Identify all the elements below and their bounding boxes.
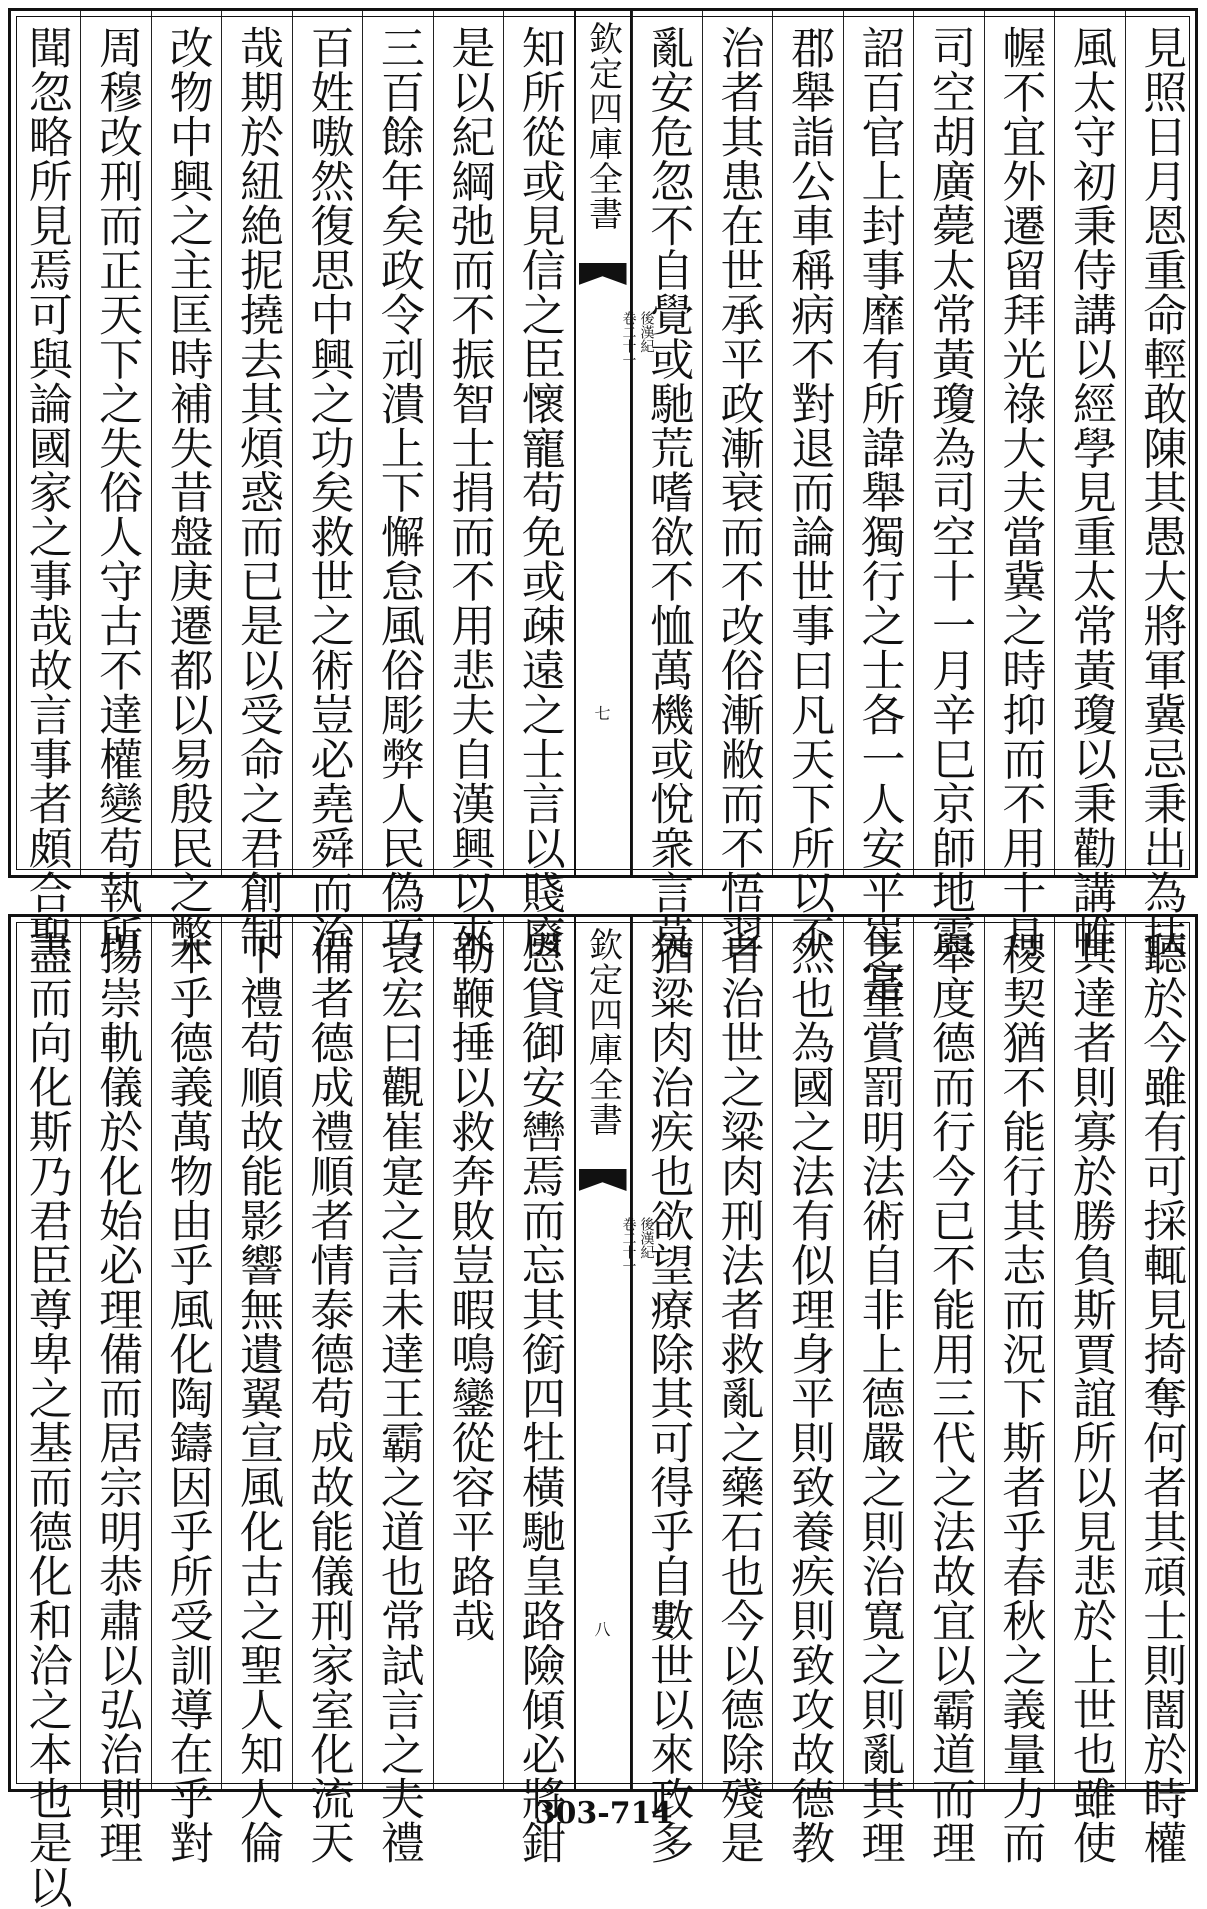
center-fold-margin bbox=[574, 11, 655, 875]
text-column: 之重賞罰明法術自非上德嚴之則治寬之則亂其理 bbox=[843, 917, 913, 1789]
text-column: 其達者則寡於勝負斯賈誼所以見悲於上世也雖使 bbox=[1054, 917, 1124, 1789]
volume-number: 卷二十一 bbox=[620, 311, 637, 367]
text-column: 勒鞭捶以救奔敗豈暇鳴鑾從容平路哉 bbox=[433, 917, 503, 1789]
text-column: 恩貸御安轡焉而忘其銜四牡橫馳皇路險傾必將鉗 bbox=[503, 917, 573, 1789]
upper-page-columns bbox=[11, 11, 1195, 1003]
text-column: 舉度德而行今已不能用三代之法故宜以霸道而理 bbox=[913, 917, 983, 1789]
fishtail-mark-icon bbox=[579, 263, 627, 285]
fishtail-mark-icon bbox=[579, 1169, 627, 1191]
upper-page bbox=[8, 8, 1198, 1003]
text-column: 揚崇軌儀於化始必理備而居宗明恭肅以弘治則理 bbox=[80, 917, 150, 1789]
text-column: 哉期於紐絶抳撓去其煩惑而已是以受命之君創制 bbox=[221, 11, 291, 875]
text-column: 袁宏曰觀崔寔之言未達王霸之道也常試言之夫禮 bbox=[362, 917, 432, 1789]
text-column: 猶粱肉治疾也欲望療除其可得乎自數世以來政多 bbox=[632, 917, 702, 1789]
folio-number: 七 bbox=[594, 704, 611, 723]
text-column: 然也為國之法有似理身平則致養疾則致攻故德教 bbox=[772, 917, 842, 1789]
text-column: 下禮苟順故能影響無遺翼宣風化古之聖人知人倫 bbox=[221, 917, 291, 1789]
text-column: 周穆改刑而正天下之失俗人守古不達權變苟執所 bbox=[80, 11, 150, 875]
text-column: 聞忽略所見焉可與論國家之事哉故言事者頗合聖 bbox=[20, 25, 72, 959]
text-column: 稷契猶不能行其志而況下斯者乎春秋之義量力而 bbox=[984, 917, 1054, 1789]
book-section: 後漢紀 bbox=[638, 311, 655, 353]
text-column: 見照日月恩重命輕敢陳其愚大將軍冀忌秉出為扶 bbox=[1125, 11, 1195, 875]
chapter-label bbox=[552, 311, 654, 367]
volume-number: 卷二十一 bbox=[620, 1217, 637, 1273]
text-column: 郡舉詣公車稱病不對退而論世事曰凡天下所以不 bbox=[772, 11, 842, 875]
text-column: 是以紀綱弛而不振智士捐而不用悲夫自漢興以來 bbox=[433, 11, 503, 875]
text-column: 改物中興之主匡時補失昔盤庚遷都以易殷民之弊 bbox=[151, 11, 221, 875]
book-title: 欽定四庫全書 bbox=[582, 927, 623, 1137]
text-column: 治者其患在世承平政漸衰而不改俗漸敝而不悟習 bbox=[702, 11, 772, 875]
text-column: 本乎德義萬物由乎風化陶鑄因乎所受訓導在乎對 bbox=[151, 917, 221, 1789]
text-column: 司空胡廣薨太常黃瓊為司空十一月辛巳京師地震 bbox=[913, 11, 983, 875]
text-column: 者治世之粱肉刑法者救亂之藥石也今以德除殘是 bbox=[702, 917, 772, 1789]
text-column: 亂安危忽不自覺或馳荒嗜欲不恤萬機或悅衆言莫 bbox=[632, 11, 702, 875]
text-column: 百姓嗷然復思中興之功矣救世之術豈必堯舜而治 bbox=[292, 11, 362, 875]
text-column: 幄不宜外遷留拜光祿大夫當冀之時抑而不用十月 bbox=[984, 11, 1054, 875]
text-column: 盡而向化斯乃君臣尊卑之基而德化和洽之本也是以 bbox=[20, 931, 72, 1909]
text-column: 風太守初秉侍講以經學見重太常黃瓊以秉勸講帷 bbox=[1054, 11, 1124, 875]
book-section: 後漢紀 bbox=[638, 1217, 655, 1259]
chapter-label bbox=[552, 1217, 654, 1273]
book-title: 欽定四庫全書 bbox=[582, 21, 623, 231]
folio-number: 八 bbox=[594, 1620, 611, 1639]
text-column: 詔百官上封事靡有所諱舉獨行之士各一人安平崔寔 bbox=[843, 11, 913, 875]
text-column: 知所從或見信之臣懷寵苟免或疎遠之士言以賤廢 bbox=[503, 11, 573, 875]
page-footer-number: 303-714 bbox=[534, 1796, 673, 1831]
text-column: 三百餘年矣政令刓潰上下懈怠風俗彫弊人民偽巧 bbox=[362, 11, 432, 875]
text-column: 備者德成禮順者情泰德苟成故能儀刑家室化流天 bbox=[292, 917, 362, 1789]
text-column: 聽於今雖有可採輒見掎奪何者其頑士則闇於時權 bbox=[1125, 917, 1195, 1789]
center-fold-margin bbox=[574, 917, 655, 1789]
